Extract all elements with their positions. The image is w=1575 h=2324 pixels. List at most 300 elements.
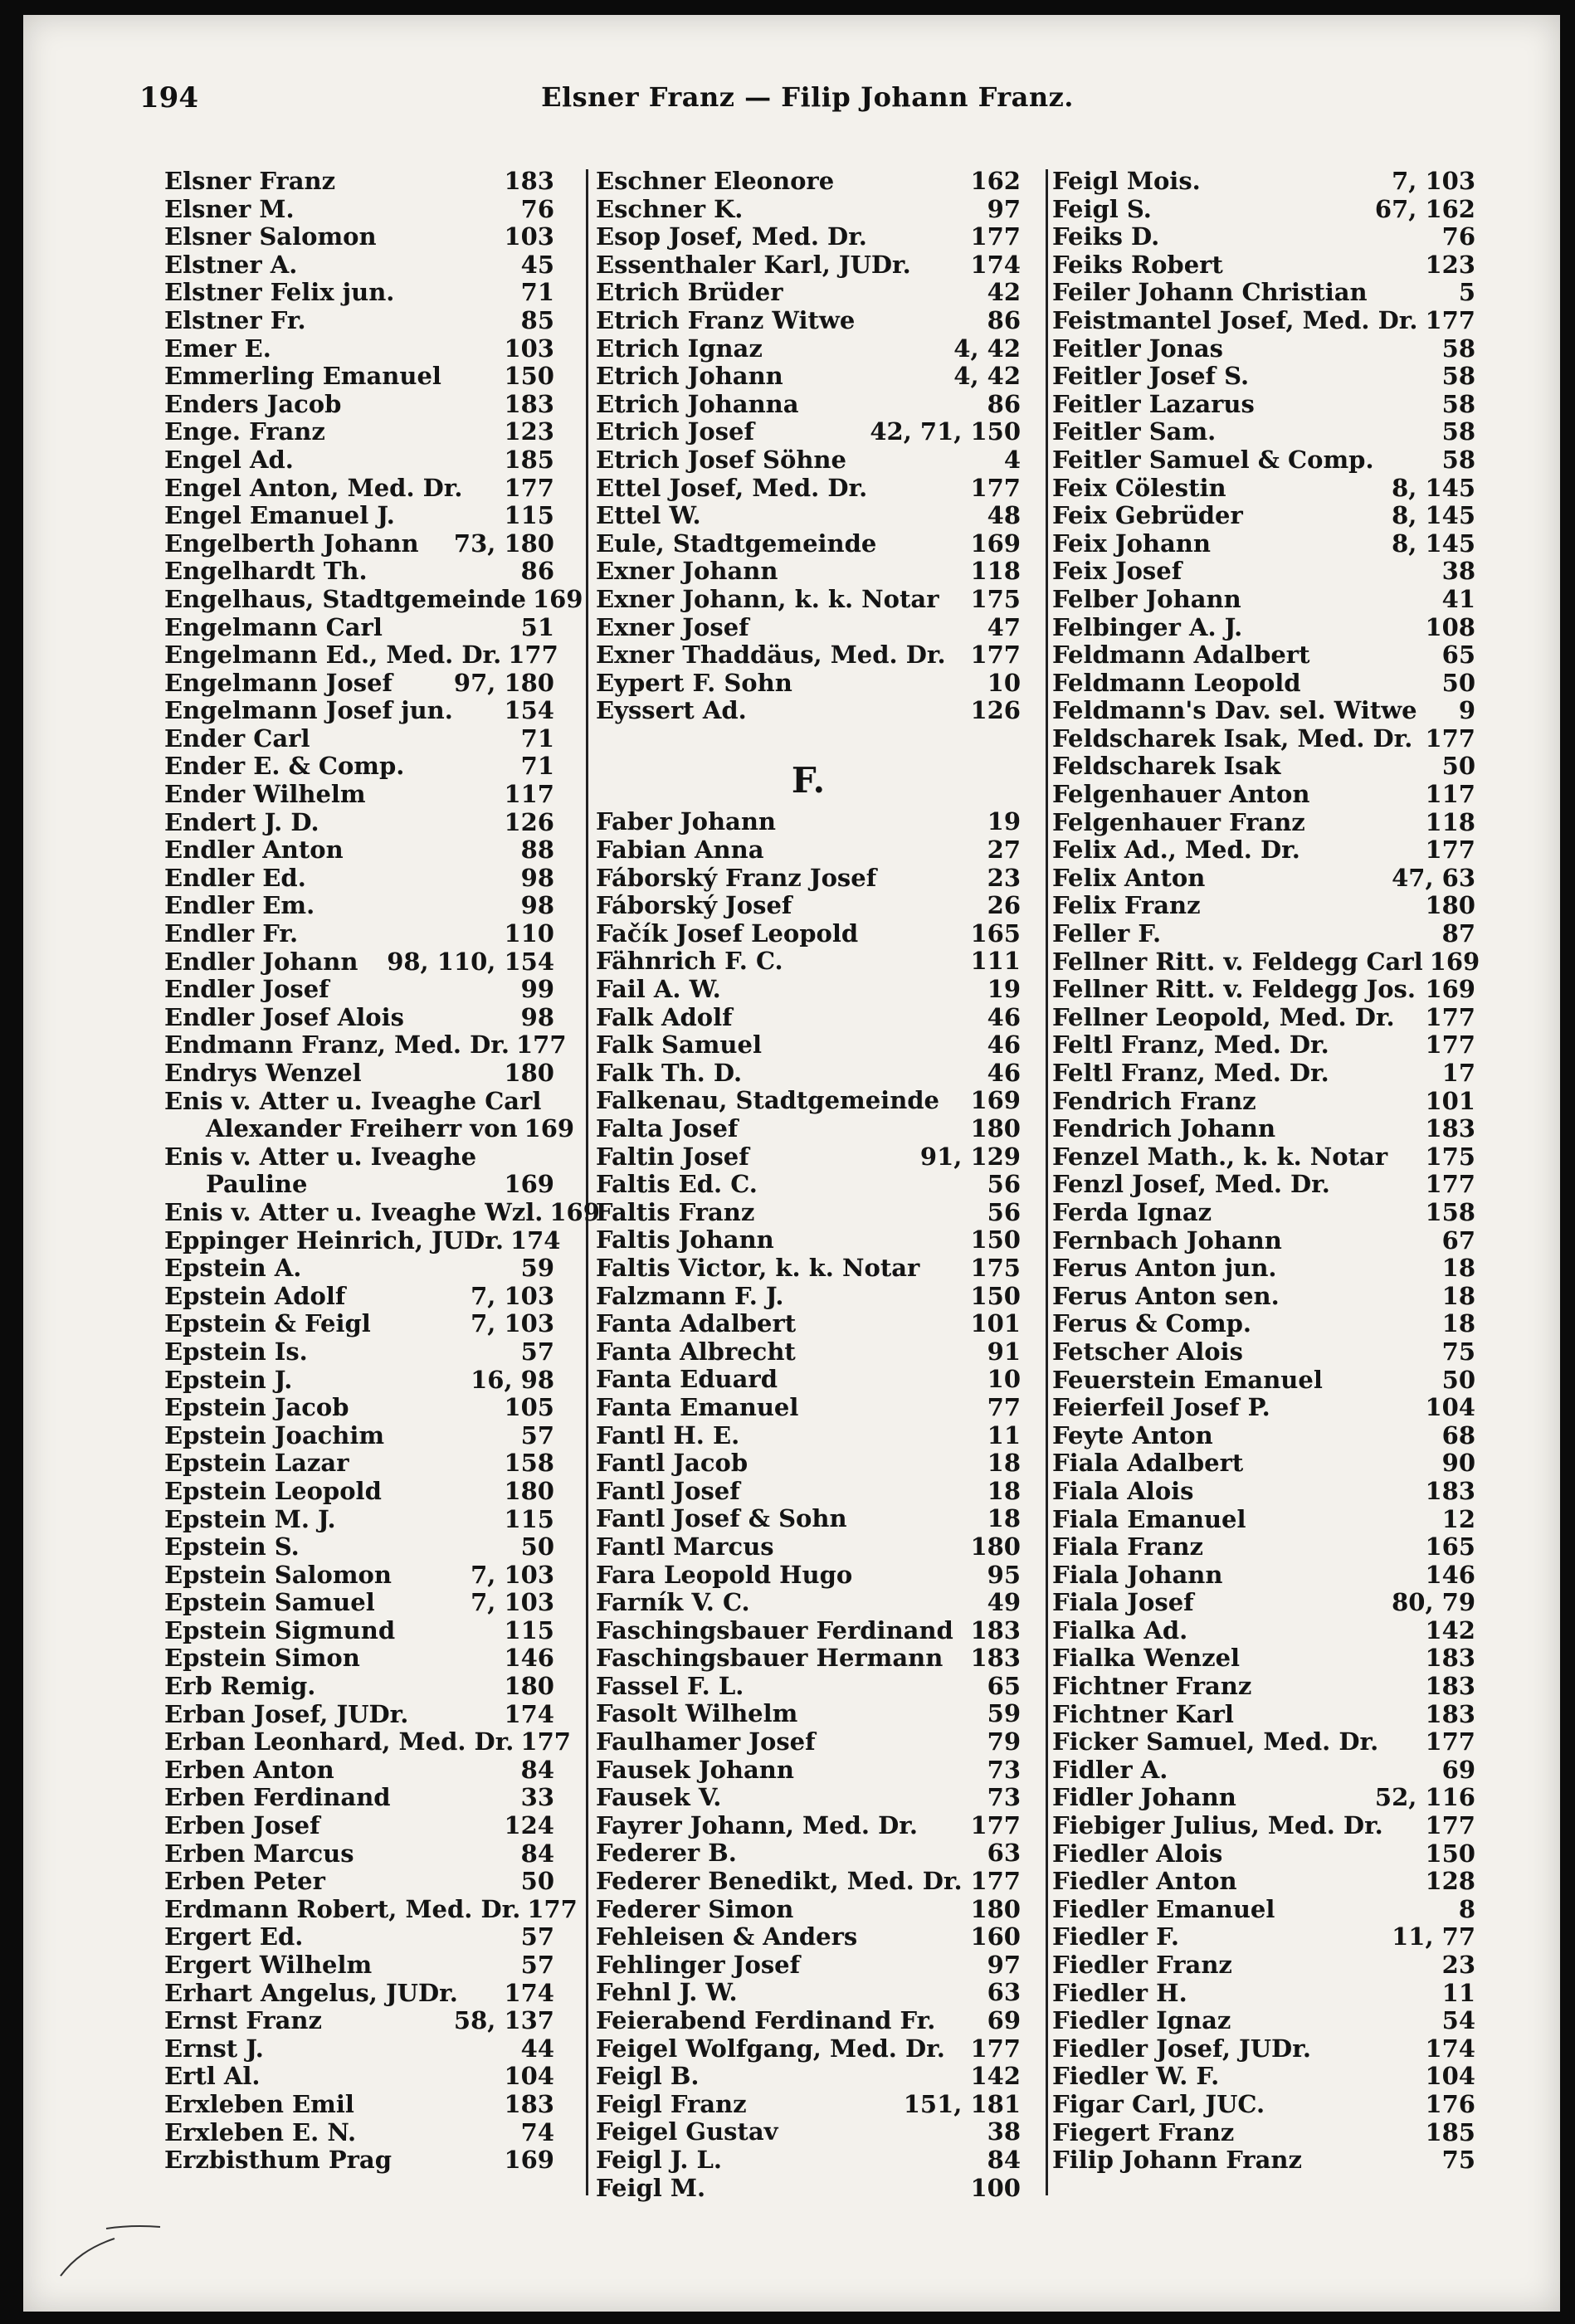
- page-header: [139, 81, 1475, 131]
- index-entry: [571, 1087, 1044, 1115]
- entry-name: Fayrer Johann, Med. Dr.: [596, 1810, 918, 1839]
- entry-pages: 101: [1425, 1086, 1475, 1115]
- running-head: Elsner Franz — Filip Johann Franz.: [541, 81, 1074, 113]
- entry-name: Faltis Victor, k. k. Notar: [596, 1253, 920, 1282]
- entry-name: Endler Johann: [164, 947, 358, 976]
- entry-pages: 174: [970, 250, 1021, 279]
- entry-pages: 9: [1458, 696, 1475, 725]
- entry-pages: 38: [987, 2117, 1021, 2146]
- entry-pages: 175: [1425, 1142, 1475, 1171]
- entry-pages: 59: [520, 1254, 554, 1283]
- entry-name: Fehlinger Josef: [596, 1950, 801, 1979]
- entry-pages: 183: [1425, 1114, 1475, 1143]
- index-entry: [115, 1143, 571, 1172]
- index-entry: [571, 1979, 1044, 2007]
- entry-name: Fantl Marcus: [596, 1532, 774, 1561]
- index-entry: [1027, 446, 1475, 475]
- index-entry: [115, 1701, 571, 1729]
- entry-pages: 75: [1441, 2146, 1475, 2175]
- index-entry: [571, 307, 1044, 335]
- entry-name: Fabian Anna: [596, 836, 764, 865]
- index-entry: [571, 335, 1044, 363]
- index-entry: [115, 1449, 571, 1478]
- pen-mark: [56, 2214, 173, 2280]
- entry-name: Feierfeil Josef P.: [1052, 1393, 1270, 1422]
- entry-name: Fiala Franz: [1052, 1532, 1204, 1562]
- directory-page: [23, 15, 1560, 2312]
- index-entry: [115, 1756, 571, 1785]
- index-entry: [1027, 920, 1475, 948]
- entry-pages: 123: [504, 417, 554, 446]
- index-entry: [1027, 391, 1475, 419]
- index-entry: [115, 1283, 571, 1311]
- index-entry: [115, 335, 571, 363]
- entry-pages: 79: [987, 1727, 1021, 1756]
- entry-pages: 58: [1441, 389, 1475, 418]
- entry-pages: 7, 103: [471, 1560, 554, 1589]
- index-entry: [115, 1533, 571, 1562]
- entry-name: Erb Remig.: [164, 1672, 316, 1701]
- page-number: 194: [139, 81, 198, 114]
- index-entry: [571, 2091, 1044, 2119]
- index-entry: [1027, 335, 1475, 363]
- entry-name: Faulhamer Josef: [596, 1727, 816, 1756]
- index-entry: [115, 781, 571, 809]
- index-entry: [115, 1728, 571, 1756]
- index-entry: [115, 502, 571, 530]
- entry-name: Fáborský Josef: [596, 891, 792, 920]
- entry-name: Fichtner Franz: [1052, 1672, 1252, 1701]
- entry-name: Faschingsbauer Hermann: [596, 1644, 944, 1673]
- entry-pages: 115: [504, 1615, 554, 1644]
- index-entry: [1027, 418, 1475, 446]
- entry-name: Engelmann Josef: [164, 668, 393, 697]
- entry-pages: 56: [987, 1170, 1021, 1199]
- entry-pages: 7, 103: [471, 1588, 554, 1617]
- entry-pages: 57: [520, 1951, 554, 1979]
- index-entry: [571, 1366, 1044, 1394]
- index-column-1: [115, 167, 600, 2209]
- index-entry: [115, 1227, 571, 1255]
- entry-pages: 180: [970, 1532, 1021, 1561]
- entry-name: Etrich Franz Witwe: [596, 305, 856, 334]
- index-entry: [115, 1923, 571, 1951]
- index-entry: [571, 836, 1044, 865]
- entry-pages: 7, 103: [471, 1309, 554, 1338]
- entry-pages: 86: [520, 557, 554, 586]
- index-entry: [1027, 1338, 1475, 1367]
- index-entry: [115, 1506, 571, 1534]
- index-entry: [1027, 223, 1475, 251]
- index-entry: [1027, 1449, 1475, 1478]
- entry-pages: 77: [987, 1392, 1021, 1421]
- entry-name: Feldmann Leopold: [1052, 668, 1301, 697]
- entry-pages: 58, 137: [453, 2006, 554, 2035]
- entry-name: Ferda Ignaz: [1052, 1197, 1212, 1226]
- entry-name: Fantl Jacob: [596, 1449, 748, 1478]
- index-entry: [571, 948, 1044, 976]
- index-entry: [571, 2007, 1044, 2035]
- entry-name: Fausek V.: [596, 1783, 722, 1812]
- entry-name: Fiedler F.: [1052, 1922, 1179, 1951]
- entry-name: Etrich Ignaz: [596, 334, 763, 363]
- entry-pages: 41: [1441, 584, 1475, 613]
- index-entry: [1027, 1980, 1475, 2008]
- index-entry: [115, 753, 571, 781]
- entry-name: Eule, Stadtgemeinde: [596, 529, 877, 558]
- index-entry: [115, 976, 571, 1004]
- index-entry: [115, 1197, 600, 1227]
- entry-name: Engelmann Josef jun.: [164, 696, 453, 725]
- entry-name: Etrich Josef Söhne: [596, 445, 846, 474]
- entry-name: Endler Em.: [164, 891, 315, 920]
- entry-pages: 150: [970, 1225, 1021, 1255]
- index-entry: [115, 1784, 571, 1812]
- index-entry: [571, 1533, 1044, 1562]
- index-entry: [1027, 1868, 1475, 1896]
- index-entry: [571, 1589, 1044, 1617]
- index-entry: [571, 976, 1044, 1004]
- index-entry: [115, 1060, 571, 1088]
- index-entry: [571, 530, 1044, 558]
- entry-pages: 73: [987, 1783, 1021, 1812]
- entry-name: Fačík Josef Leopold: [596, 918, 859, 948]
- index-entry: [571, 2118, 1044, 2146]
- index-entry: [571, 1449, 1044, 1478]
- index-entry: [1027, 1728, 1475, 1756]
- entry-pages: 183: [1425, 1672, 1475, 1701]
- index-entry: [1027, 279, 1475, 307]
- entry-name: Erxleben Emil: [164, 2089, 354, 2118]
- entry-pages: 59: [987, 1699, 1021, 1728]
- entry-pages: 99: [520, 975, 554, 1004]
- entry-name: Federer Benedikt, Med. Dr.: [596, 1867, 963, 1896]
- entry-pages: 110: [504, 919, 554, 948]
- entry-pages: 91: [987, 1337, 1021, 1366]
- entry-pages: 108: [1425, 612, 1475, 641]
- entry-name: Epstein Adolf: [164, 1281, 346, 1310]
- entry-pages: 5: [1458, 278, 1475, 307]
- index-entry: [1027, 976, 1475, 1004]
- entry-name: Fialka Wenzel: [1052, 1644, 1241, 1673]
- entry-name: Farník V. C.: [596, 1588, 750, 1617]
- entry-name: Esop Josef, Med. Dr.: [596, 222, 867, 251]
- entry-pages: 47: [987, 612, 1021, 641]
- entry-name: Feitler Sam.: [1052, 417, 1217, 446]
- entry-name: Endler Ed.: [164, 863, 306, 892]
- index-entry: [571, 418, 1044, 446]
- index-entry: [571, 2146, 1044, 2175]
- entry-name: Ernst J.: [164, 2034, 264, 2063]
- entry-name: Endler Anton: [164, 836, 344, 865]
- entry-name: Ernst Franz: [164, 2006, 322, 2035]
- index-entry: [1027, 1533, 1475, 1562]
- entry-name: Falkenau, Stadtgemeinde: [596, 1086, 940, 1115]
- entry-name: Exner Josef: [596, 612, 749, 641]
- index-entry: [115, 2119, 571, 2147]
- entry-name: Figar Carl, JUC.: [1052, 2089, 1265, 2118]
- entry-pages: 4, 42: [953, 362, 1021, 391]
- entry-name: Elsner M.: [164, 194, 295, 223]
- entry-name: Elstner A.: [164, 250, 298, 279]
- entry-name: Ertl Al.: [164, 2062, 261, 2091]
- index-entry: [1027, 1644, 1475, 1673]
- index-entry: [1027, 1784, 1475, 1812]
- index-entry: [571, 1644, 1044, 1673]
- entry-name: Eschner Eleonore: [596, 167, 835, 195]
- index-entry: [115, 1114, 575, 1143]
- entry-pages: 174: [1425, 2034, 1475, 2063]
- entry-pages: 128: [1425, 1867, 1475, 1896]
- entry-name: Feix Josef: [1052, 557, 1182, 586]
- entry-pages: 177: [1425, 1811, 1475, 1840]
- index-entry: [1027, 530, 1475, 558]
- index-entry: [115, 1171, 571, 1199]
- entry-name: Fasolt Wilhelm: [596, 1699, 798, 1728]
- entry-pages: 158: [504, 1449, 554, 1478]
- index-entry: [115, 948, 571, 977]
- entry-pages: 57: [520, 1420, 554, 1449]
- entry-pages: 177: [504, 473, 554, 502]
- entry-pages: 150: [504, 362, 554, 391]
- index-entry: [115, 2063, 571, 2091]
- entry-name: Engelberth Johann: [164, 529, 419, 558]
- index-entry: [1027, 1115, 1475, 1143]
- entry-name: Fiedler Emanuel: [1052, 1894, 1275, 1923]
- entry-name: Epstein A.: [164, 1254, 302, 1283]
- index-entry: [115, 1004, 571, 1032]
- index-entry: [1027, 1589, 1475, 1617]
- entry-pages: 98: [520, 1002, 554, 1031]
- index-entry: [115, 1812, 571, 1840]
- index-entry: [571, 1923, 1044, 1951]
- entry-name: Elsner Salomon: [164, 222, 377, 251]
- index-entry: [115, 251, 571, 280]
- index-entry: [115, 307, 571, 335]
- entry-pages: 180: [504, 1672, 554, 1701]
- entry-name: Eyssert Ad.: [596, 696, 747, 725]
- index-entry: [571, 1562, 1044, 1590]
- entry-name: Felbinger A. J.: [1052, 612, 1243, 641]
- entry-pages: 4, 42: [953, 334, 1021, 363]
- entry-name: Feigl Franz: [596, 2089, 747, 2118]
- entry-name: Endmann Franz, Med. Dr.: [164, 1030, 510, 1060]
- entry-pages: 18: [1441, 1281, 1475, 1310]
- entry-name: Feierabend Ferdinand Fr.: [596, 2006, 936, 2034]
- index-entry: [571, 1478, 1044, 1506]
- entry-pages: 104: [1425, 1393, 1475, 1422]
- index-entry: [115, 1367, 571, 1395]
- entry-name: Falta Josef: [596, 1114, 739, 1143]
- entry-name: Fiala Josef: [1052, 1588, 1194, 1617]
- entry-name: Feiks Robert: [1052, 250, 1223, 279]
- entry-pages: 63: [987, 1839, 1021, 1868]
- entry-pages: 177: [970, 1867, 1021, 1896]
- entry-name: Fichtner Karl: [1052, 1699, 1234, 1728]
- entry-name: Endler Fr.: [164, 919, 299, 948]
- entry-pages: 118: [1425, 807, 1475, 836]
- index-entry: [1027, 2119, 1475, 2147]
- index-entry: [1027, 363, 1475, 391]
- entry-name: Feigl J. L.: [596, 2145, 723, 2174]
- index-entry: [115, 1868, 571, 1896]
- index-entry: [115, 558, 571, 586]
- entry-name: Fiedler W. F.: [1052, 2062, 1220, 2091]
- entry-pages: 23: [1441, 1951, 1475, 1979]
- entry-name: Fiedler H.: [1052, 1978, 1187, 2007]
- entry-pages: 69: [987, 2006, 1021, 2034]
- entry-name: Emer E.: [164, 334, 271, 363]
- entry-name: Ettel Josef, Med. Dr.: [596, 473, 868, 502]
- index-entry: [1027, 1367, 1475, 1395]
- entry-pages: 19: [987, 807, 1021, 836]
- entry-pages: 90: [1441, 1449, 1475, 1478]
- entry-pages: 177: [1425, 724, 1475, 753]
- entry-pages: 150: [970, 1281, 1021, 1310]
- entry-name: Fendrich Johann: [1052, 1114, 1276, 1143]
- index-entry: [1027, 502, 1475, 530]
- entry-name: Erzbisthum Prag: [164, 2146, 392, 2175]
- index-entry: [115, 391, 571, 419]
- entry-pages: 65: [1441, 641, 1475, 670]
- index-entry: [1027, 558, 1475, 586]
- entry-name: Epstein S.: [164, 1532, 300, 1562]
- index-entry: [571, 1422, 1044, 1450]
- entry-name: Ettel W.: [596, 501, 701, 530]
- entry-name: Engel Anton, Med. Dr.: [164, 473, 463, 502]
- entry-pages: 111: [970, 947, 1021, 976]
- entry-name: Faschingsbauer Ferdinand: [596, 1615, 953, 1644]
- entry-name: Enders Jacob: [164, 389, 342, 418]
- index-entry: [115, 168, 571, 196]
- index-entry: [1027, 865, 1475, 893]
- entry-pages: 57: [520, 1337, 554, 1366]
- entry-pages: 160: [970, 1922, 1021, 1951]
- entry-name: Faltin Josef: [596, 1142, 749, 1171]
- entry-pages: 123: [1425, 250, 1475, 279]
- entry-pages: 158: [1425, 1197, 1475, 1226]
- entry-pages: 95: [987, 1560, 1021, 1589]
- index-entry: [1027, 1701, 1475, 1729]
- index-entry: [1027, 1923, 1475, 1951]
- entry-name: Exner Johann, k. k. Notar: [596, 584, 939, 613]
- index-entry: [1027, 475, 1475, 503]
- entry-pages: 50: [1441, 752, 1475, 781]
- entry-pages: 177: [508, 641, 558, 670]
- entry-pages: 174: [504, 1978, 554, 2007]
- entry-name: Fara Leopold Hugo: [596, 1560, 853, 1589]
- entry-name: Endler Josef Alois: [164, 1002, 404, 1031]
- entry-name: Feldscharek Isak: [1052, 752, 1281, 781]
- index-entry: [571, 1728, 1044, 1756]
- entry-pages: 84: [520, 1755, 554, 1784]
- entry-name: Fiala Alois: [1052, 1476, 1194, 1505]
- entry-pages: 180: [1425, 891, 1475, 920]
- entry-pages: 185: [1425, 2117, 1475, 2146]
- entry-pages: 115: [504, 501, 554, 530]
- entry-name: Fanta Albrecht: [596, 1337, 796, 1366]
- entry-pages: 169: [970, 529, 1021, 558]
- entry-pages: 126: [504, 807, 554, 836]
- entry-name: Ergert Ed.: [164, 1922, 304, 1951]
- entry-pages: 58: [1441, 334, 1475, 363]
- entry-pages: 183: [504, 389, 554, 418]
- entry-pages: 177: [970, 473, 1021, 502]
- index-entry: [1027, 641, 1475, 670]
- entry-name: Exner Thaddäus, Med. Dr.: [596, 641, 946, 670]
- entry-pages: 17: [1441, 1059, 1475, 1087]
- entry-name: Feltl Franz, Med. Dr.: [1052, 1030, 1329, 1060]
- entry-pages: 8, 145: [1392, 473, 1475, 502]
- index-entry: [1027, 1199, 1475, 1227]
- entry-pages: 18: [987, 1504, 1021, 1533]
- index-entry: [571, 614, 1044, 642]
- entry-name: Ferus Anton sen.: [1052, 1281, 1280, 1310]
- index-entry: [571, 558, 1044, 586]
- entry-name: Engelhaus, Stadtgemeinde: [164, 584, 526, 613]
- spacer: [571, 725, 1044, 753]
- index-entry: [1027, 1422, 1475, 1450]
- entry-pages: 180: [504, 1059, 554, 1087]
- entry-pages: 117: [1425, 780, 1475, 809]
- entry-pages: 46: [987, 1030, 1021, 1060]
- index-entry: [1027, 781, 1475, 809]
- index-entry: [115, 475, 571, 503]
- index-entry: [1027, 614, 1475, 642]
- entry-pages: 177: [527, 1894, 578, 1923]
- entry-name: Engelmann Carl: [164, 612, 383, 641]
- index-entry: [1027, 586, 1475, 614]
- entry-name: Ferus Anton jun.: [1052, 1254, 1277, 1283]
- index-entry: [1027, 1506, 1475, 1534]
- entry-name: Federer Simon: [596, 1894, 794, 1923]
- entry-pages: 71: [520, 724, 554, 753]
- entry-name: Fantl Josef: [596, 1476, 740, 1505]
- index-entry: [571, 1812, 1044, 1840]
- index-entry: [571, 1255, 1044, 1283]
- entry-name: Fetscher Alois: [1052, 1337, 1243, 1366]
- entry-pages: 175: [970, 584, 1021, 613]
- entry-pages: 11, 77: [1392, 1922, 1475, 1951]
- index-entry: [115, 670, 571, 698]
- entry-name: Endler Josef: [164, 975, 329, 1004]
- entry-pages: 44: [520, 2034, 554, 2063]
- entry-pages: 183: [970, 1644, 1021, 1673]
- entry-pages: 88: [520, 836, 554, 865]
- index-entry: [571, 1394, 1044, 1422]
- index-entry: [1027, 947, 1480, 977]
- entry-name: Epstein Sigmund: [164, 1615, 396, 1644]
- index-entry: [571, 697, 1044, 725]
- entry-pages: 71: [520, 278, 554, 307]
- entry-name: Fanta Eduard: [596, 1365, 778, 1394]
- entry-pages: 33: [520, 1783, 554, 1812]
- index-entry: [115, 1088, 571, 1116]
- entry-pages: 183: [504, 2089, 554, 2118]
- entry-name: Ficker Samuel, Med. Dr.: [1052, 1727, 1379, 1756]
- entry-name: Fellner Ritt. v. Feldegg Jos.: [1052, 975, 1416, 1004]
- index-entry: [115, 1589, 571, 1617]
- entry-pages: 10: [987, 668, 1021, 697]
- index-entry: [571, 865, 1044, 893]
- entry-name: Fidler Johann: [1052, 1783, 1236, 1812]
- entry-name: Elstner Fr.: [164, 305, 306, 334]
- index-entry: [115, 836, 571, 865]
- entry-pages: 69: [1441, 1755, 1475, 1784]
- entry-name: Erben Anton: [164, 1755, 334, 1784]
- entry-pages: 142: [1425, 1615, 1475, 1644]
- entry-name: Faber Johann: [596, 807, 777, 836]
